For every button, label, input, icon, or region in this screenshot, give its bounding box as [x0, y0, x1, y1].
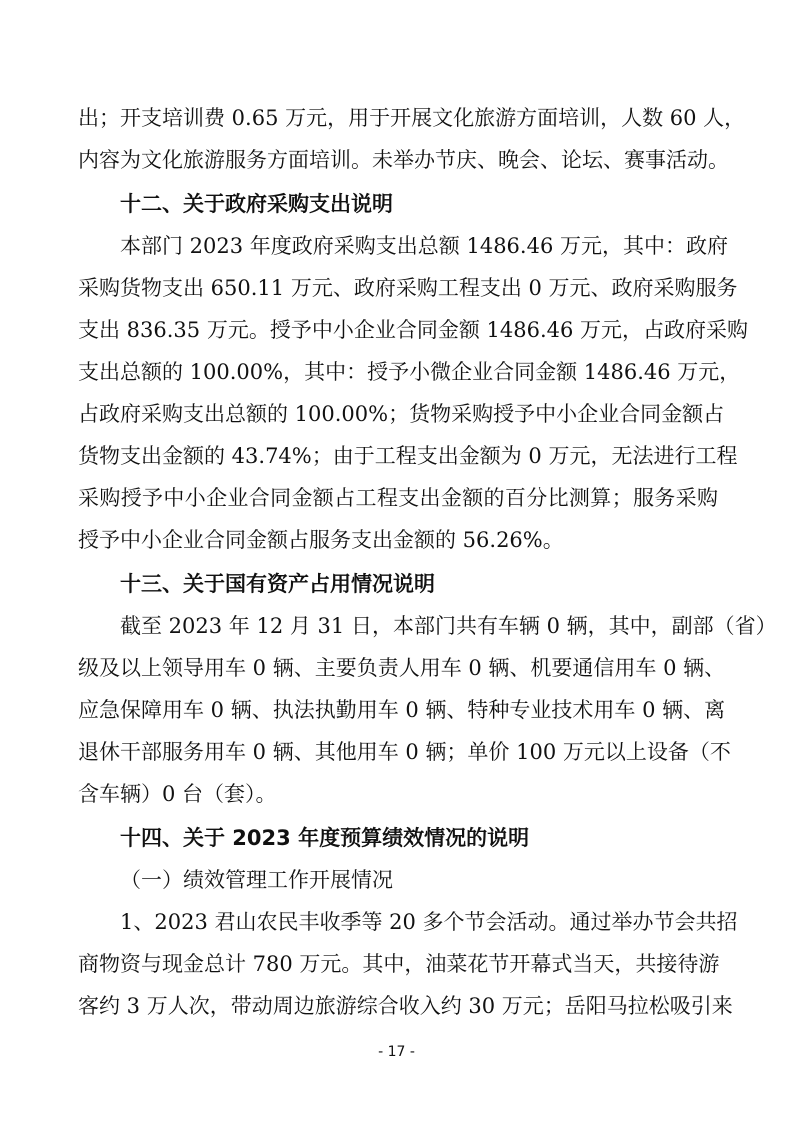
- paragraph-line: 出；开支培训费 0.65 万元，用于开展文化旅游方面培训，人数 60 人，: [78, 106, 746, 130]
- paragraph-line: 1、2023 君山农民丰收季等 20 多个节会活动。通过举办节会共招: [120, 910, 738, 934]
- paragraph-line: 本部门 2023 年度政府采购支出总额 1486.46 万元，其中：政府: [120, 234, 728, 258]
- paragraph-line: 含车辆）0 台（套）。: [78, 782, 277, 806]
- paragraph-line: 退休干部服务用车 0 辆、其他用车 0 辆；单价 100 万元以上设备（不: [78, 740, 731, 764]
- paragraph-line: 支出总额的 100.00%，其中：授予小微企业合同金额 1486.46 万元，: [78, 360, 741, 384]
- paragraph-line: 商物资与现金总计 780 万元。其中，油菜花节开幕式当天，共接待游: [78, 952, 720, 976]
- section-heading-13: 十三、关于国有资产占用情况说明: [120, 572, 435, 596]
- paragraph-line: 货物支出金额的 43.74%；由于工程支出金额为 0 万元，无法进行工程: [78, 444, 738, 468]
- section-heading-12: 十二、关于政府采购支出说明: [120, 192, 393, 216]
- subsection-heading: （一）绩效管理工作开展情况: [120, 868, 393, 892]
- paragraph-line: 授予中小企业合同金额占服务支出金额的 56.26%。: [78, 528, 564, 552]
- paragraph-line: 级及以上领导用车 0 辆、主要负责人用车 0 辆、机要通信用车 0 辆、: [78, 656, 726, 680]
- paragraph-line: 采购授予中小企业合同金额占工程支出金额的百分比测算；服务采购: [78, 486, 718, 510]
- paragraph-line: 应急保障用车 0 辆、执法执勤用车 0 辆、特种专业技术用车 0 辆、离: [78, 698, 726, 722]
- page-number: - 17 -: [378, 1044, 415, 1060]
- paragraph-line: 占政府采购支出总额的 100.00%；货物采购授予中小企业合同金额占: [78, 402, 725, 426]
- paragraph-line: 客约 3 万人次，带动周边旅游综合收入约 30 万元；岳阳马拉松吸引来: [78, 994, 733, 1018]
- paragraph-line: 内容为文化旅游服务方面培训。未举办节庆、晚会、论坛、赛事活动。: [78, 148, 729, 172]
- paragraph-line: 支出 836.35 万元。授予中小企业合同金额 1486.46 万元，占政府采购: [78, 318, 749, 342]
- paragraph-line: 截至 2023 年 12 月 31 日，本部门共有车辆 0 辆，其中，副部（省）: [120, 614, 777, 638]
- section-heading-14: 十四、关于 2023 年度预算绩效情况的说明: [120, 826, 530, 850]
- paragraph-line: 采购货物支出 650.11 万元、政府采购工程支出 0 万元、政府采购服务: [78, 276, 738, 300]
